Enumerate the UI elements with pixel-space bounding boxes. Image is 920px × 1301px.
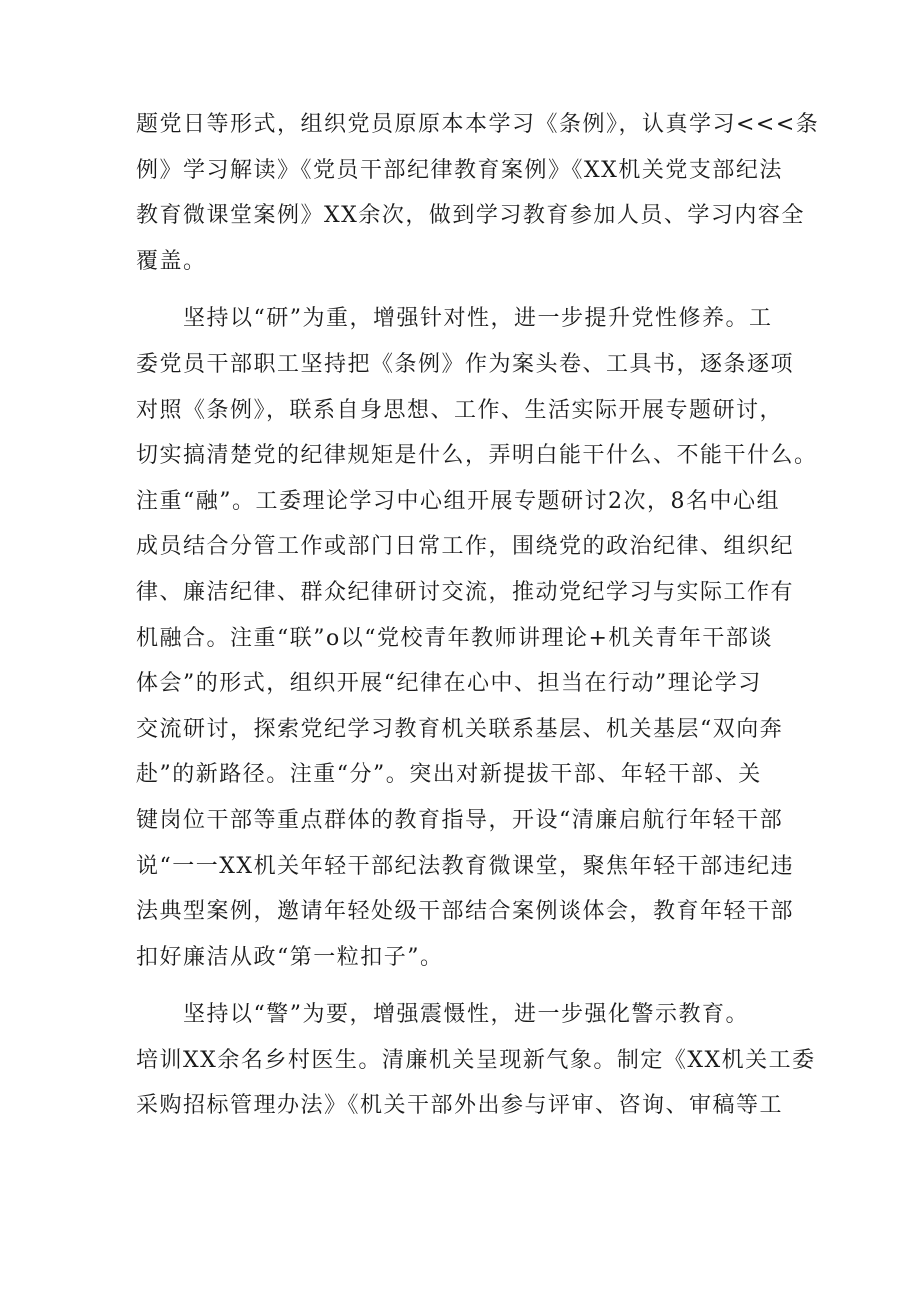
paragraph-gap: [136, 980, 796, 992]
text-line: 体会”的形式，组织开展“纪律在心中、担当在行动”理论学习: [136, 671, 762, 697]
text-line: 交流研讨，探索党纪学习教育机关联系基层、机关基层“双向奔: [136, 716, 784, 742]
text-line: 题党日等形式，组织党员原原本本学习《条例》，认真学习<<<条: [136, 112, 820, 137]
text-line: 扣好廉洁从政“第一粒扣子”。: [136, 944, 444, 970]
text-line: 注重“融”。工委理论学习中心组开展专题研讨2次，8名中心组: [136, 488, 780, 514]
paragraph-gap: [136, 284, 796, 296]
text-line: 说“一一XX机关年轻干部纪法教育微课堂，聚焦年轻干部违纪违: [136, 853, 795, 879]
text-line: 例》学习解读》《党员干部纪律教育案例》《XX机关党支部纪法: [136, 157, 783, 183]
text-line: 键岗位干部等重点群体的教育指导，开设“清廉启航行年轻干部: [136, 807, 784, 833]
text-line: 成员结合分管工作或部门日常工作，围绕党的政治纪律、组织纪: [136, 534, 795, 560]
text-line: 法典型案例，邀请年轻处级干部结合案例谈体会，教育年轻干部: [136, 899, 795, 925]
text-line: 律、廉洁纪律、群众纪律研讨交流，推动党纪学习与实际工作有: [136, 579, 795, 605]
text-line: 机融合。注重“联”o以“党校青年教师讲理论+机关青年干部谈: [136, 625, 773, 651]
text-line: 坚持以“警”为要，增强震慑性，进一步强化警示教育。: [136, 1002, 749, 1028]
text-line: 覆盖。: [136, 248, 207, 274]
text-line: 坚持以“研”为重，增强针对性，进一步提升党性修养。工: [136, 306, 773, 332]
text-line: 切实搞清楚党的纪律规矩是什么，弄明白能干什么、不能干什么。: [136, 443, 818, 469]
text-line: 对照《条例》，联系自身思想、工作、生活实际开展专题研讨，: [136, 397, 784, 423]
text-line: 培训XX余名乡村医生。清廉机关呈现新气象。制定《XX机关工委: [136, 1047, 816, 1073]
text-line: 采购招标管理办法》《机关干部外出参与评审、咨询、审稿等工: [136, 1093, 784, 1119]
text-line: 委党员干部职工坚持把《条例》作为案头卷、工具书，逐条逐项: [136, 351, 795, 377]
body-text: [136, 102, 820, 1129]
text-line: 赴”的新路径。注重“分”。突出对新提拔干部、年轻干部、关: [136, 762, 762, 788]
text-line: 教育微课堂案例》XX余次，做到学习教育参加人员、学习内容全: [136, 203, 805, 229]
